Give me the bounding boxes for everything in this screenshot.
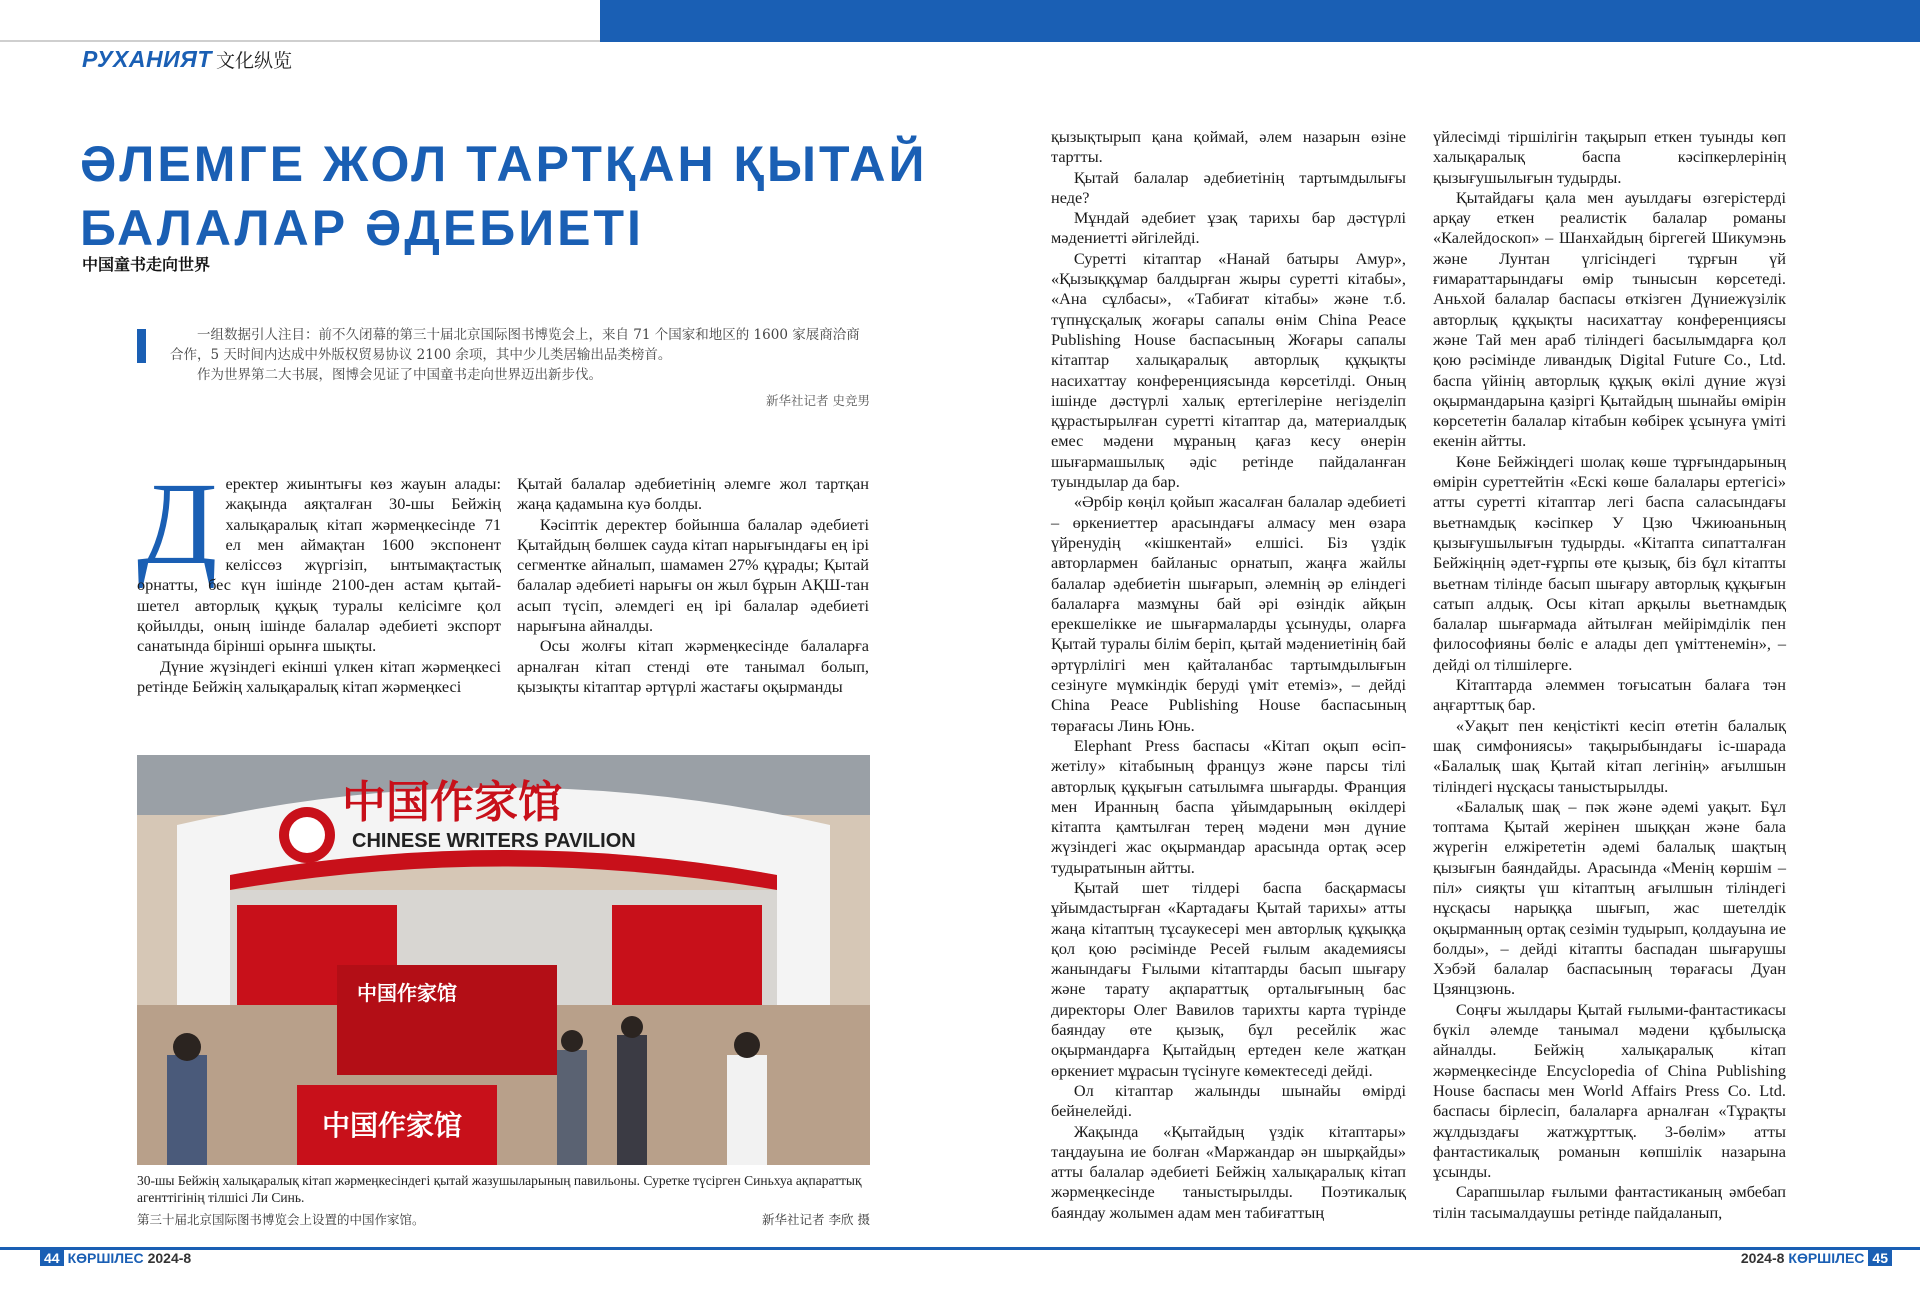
issue-number: 2024-8 bbox=[1740, 1250, 1785, 1266]
title-line-1: ӘЛЕМГЕ ЖОЛ ТАРТҚАН ҚЫТАЙ bbox=[80, 136, 928, 192]
lead-marker bbox=[137, 329, 146, 363]
body-column-3 bbox=[1051, 127, 1406, 1223]
pavilion-photo bbox=[137, 755, 870, 1165]
body-paragraph: үйлесімді тіршілігін тақырып еткен туынды көп халықаралық баспа кәсіпкерлерінің қызығушылығын тудырды. bbox=[1433, 127, 1786, 187]
body-paragraph: Қытай шет тілдері баспа басқармасы ұйымдастырған «Картадағы Қытай тарихы» атты жаңа кітаптың тұсаукесері мен авторлық құқыққа қол қою рәсімінде Ресей ғылым академиясы жанындағы Ғылыми кітаптарды басып шығару және тарату ақпараттық орталығының бас директоры Олег Вавилов тарихты карта түрінде баяндау өте қызық, бұл ресейлік жас оқырмандарға Қытайдың ертеден келе жатқан өркениет мұрасын түсінуге көмектеседі дейді. bbox=[1051, 877, 1406, 1080]
lead-text-1: 一组数据引人注目：前不久闭幕的第三十届北京国际图书博览会上，来自 71 个国家和地区的 1600 家展商洽商合作，5 天时间内达成中外版权贸易协议 2100 余项，其中少儿类居输出品类榜首。 bbox=[170, 327, 860, 363]
body-paragraph: қызықтырып қана қоймай, әлем назарын өзіне тартты. bbox=[1051, 127, 1406, 167]
article-title bbox=[80, 132, 928, 260]
title-line-2: БАЛАЛАР ӘДЕБИЕТІ bbox=[80, 200, 644, 256]
lead-credit: 新华社记者 史竞男 bbox=[766, 393, 870, 408]
lead-paragraph bbox=[170, 325, 870, 411]
footer-left bbox=[40, 1250, 191, 1266]
body-paragraph: Соңғы жылдары Қытай ғылыми-фантастикасы бүкіл әлемде танымал мәдени құбылысқа айналды. Бейжің халықаралық кітап жәрмеңкесінде Encyclopedia of China Publishing House баспасы мен World Affairs Press Co. Ltd. баспасы бірлесіп, балаларға арналған «Тұрақты жұлдыздағы жатжұрттық. 3-бөлім» атты фантастикалық романын көпшілік назарына ұсынды. bbox=[1433, 999, 1786, 1182]
photo-caption: 30-шы Бейжің халықаралық кітап жәрмеңкесіндегі қытай жазушыларының павильоны. Суретке түсірген Синьхуа ақпараттық агенттігінің тілшісі Ли Синь. bbox=[137, 1173, 862, 1205]
photo-caption-cn: 第三十届北京国际图书博览会上设置的中国作家馆。 新华社记者 李欣 摄 bbox=[137, 1212, 870, 1227]
body-paragraph: Мұндай әдебиет ұзақ тарихы бар дәстүрлі мәдениетті әйгілейді. bbox=[1051, 208, 1406, 248]
body-column-2 bbox=[517, 474, 869, 697]
body-paragraph: Деректер жиынтығы көз жауын алады: жақында аяқталған 30-шы Бейжің халықаралық кітап жәрмеңкесінде 71 ел мен аймақтан 1600 экспонент келіссөз жүргізіп, ынтымақтастық орнатты, бес күн ішінде 2100-ден астам қытай-шетел авторлық құқық туралы келісімге қол қойылды, оның ішінде балалар әдебиеті экспорт санатында бірінші орынға шықты. bbox=[137, 458, 501, 656]
body-paragraph: Elephant Press баспасы «Кітап оқып өсіп-жетілу» кітабының француз және парсы тілі авторлық құқығын сатылымға шығарды. Франция мен Иранның баспа ұйымдарының өкілдері кітапта қамтылған терең мәдени мән дүние жүзіндегі жас оқырмандар арасында ортақ әсер тудыратынын айтты. bbox=[1051, 735, 1406, 877]
section-name: РУХАНИЯТ bbox=[82, 46, 212, 72]
svg-text:中国作家馆: 中国作家馆 bbox=[322, 1109, 463, 1142]
magazine-name: КӨРШІЛЕС bbox=[67, 1250, 144, 1266]
issue-number: 2024-8 bbox=[147, 1250, 192, 1266]
footer-rule bbox=[0, 1247, 1920, 1250]
body-paragraph: «Балалық шақ – пәк және әдемі уақыт. Бұл топтама Қытай жерінен шыққан және бала жүрегін елжірететін әдемі балалық шақтың қызығын баяндайды. Арасында «Менің көршім – піл» сияқты үш кітаптың ағылшын тіліндегі нұсқасы нарыққа шығып, жас шетелдік оқырманның ортақ сезімін тудырып, қолдауына ие болды», – дейді кітапты баспадан шығарушы Хэбэй балалар баспасының төрағасы Дуан Цзянцзюнь. bbox=[1433, 796, 1786, 999]
body-column-4 bbox=[1433, 127, 1786, 1223]
body-paragraph: «Әрбір көңіл қойып жасалған балалар әдебиеті – өркениеттер арасындағы алмасу мен өзара үйренудің «кішкентай» елшісі. Біз үздік авторлармен байланыс орнатып, жаңға жайлы балалар әдебиетін шығарып, әлемнің әр еліндегі балаларға мазмұны бай әрі өзіндік айқын ерекшелікке ие шығармаларды ұсынуды, оларға Қытай туралы білім беріп, қытай мәдениетінің бай әртүрлілігі мен қайталанбас тартымдылығын сезінуге мүмкіндік беруді үміт етеміз», – дейді China Peace Publishing House баспасының төрағасы Линь Юнь. bbox=[1051, 492, 1406, 735]
body-paragraph: Ол кітаптар жалынды шынайы өмірді бейнелейді. bbox=[1051, 1080, 1406, 1121]
body-paragraph: Суретті кітаптар «Нанай батыры Амур», «Қызыққұмар балдырған жыры суретті кітабы», «Ана сұлбасы», «Табиғат кітабы» және т.б. түпнұсқалық жоғары сапалы өнім China Peace Publishing House баспасының Жоғары сапалы кітаптар халықаралық авторлық құқықты насихаттау конференциясында көрсетілді. Оның ішінде дәстүрлі халық ертегілеріне негізделіп құрастырылған суретті кітаптар да, материалдық емес мәдени мұраның қағаз кесу өнерін шығармашылық әдіс ретінде пайдаланған туындылар да бар. bbox=[1051, 248, 1406, 492]
section-name-cn: 文化纵览 bbox=[215, 50, 292, 72]
body-paragraph: Осы жолғы кітап жәрмеңкесінде балаларға арналған кітап стенді өте танымал болып, қызықты кітаптар әртүрлі жастағы оқырманды bbox=[517, 636, 869, 696]
body-paragraph: Қытайдағы қала мен ауылдағы өзгерістерді арқау еткен реалистік балалар романы «Калейдоскоп» – Шанхайдың біргегей Шикумэнь және Лунтан үлгісіндегі тұрғын үй ғимараттарындағы өмір тынысын көрсетеді. Аньхой балалар баспасы өткізген Дүниежүзілік авторлық құқықты насихаттау конференциясы және Тай мен араб тіліндегі басылымдарға қол қою рәсімінде ливандық Digital Future Co., Ltd. баспа үйінің авторлық құқық өкілі дүние жүзі оқырмандарына қазіргі Қытайдың шынайы өмірін көрсететін балалар кітабын көбірек ұсынуға үміті екенін айтты. bbox=[1433, 187, 1786, 451]
photo-credit: 新华社记者 李欣 摄 bbox=[762, 1212, 870, 1227]
lead-text-2: 作为世界第二大书展，图博会见证了中国童书走向世界迈出新步伐。 bbox=[197, 367, 602, 383]
body-paragraph: Сарапшылар ғылыми фантастиканың әмбебап тілін тасымалдаушы ретінде пайдаланып, bbox=[1433, 1182, 1786, 1222]
body-paragraph: Жақында «Қытайдың үздік кітаптары» таңдауына ие болған «Маржандар ән шырқайды» атты балалар әдебиеті Бейжің халықаралық кітап жәрмеңкесінде таныстырылды. Поэтикалық баяндау жолымен адам мен табиғаттың bbox=[1051, 1121, 1406, 1222]
body-paragraph: Қытай балалар әдебиетінің әлемге жол тартқан жаңа қадамына куә болды. bbox=[517, 474, 869, 514]
drop-cap: Д bbox=[137, 458, 218, 589]
article-subtitle: 中国童书走向世界 bbox=[82, 255, 211, 274]
svg-text:中国作家馆: 中国作家馆 bbox=[357, 981, 457, 1005]
magazine-name: КӨРШІЛЕС bbox=[1788, 1250, 1865, 1266]
body-column-1 bbox=[137, 458, 501, 697]
body-paragraph: Дүние жүзіндегі екінші үлкен кітап жәрмеңкесі ретінде Бейжің халықаралық кітап жәрмеңкесі bbox=[137, 656, 501, 696]
page-number-left: 44 bbox=[40, 1250, 64, 1266]
body-paragraph: Қытай балалар әдебиетінің тартымдылығы неде? bbox=[1051, 167, 1406, 207]
header-rule bbox=[0, 40, 600, 42]
body-paragraph: Кітаптарда әлеммен тоғысатын балаға тән аңғарттық бар. bbox=[1433, 675, 1786, 715]
header-band bbox=[600, 0, 1920, 42]
page-number-right: 45 bbox=[1868, 1250, 1892, 1266]
pavilion-sign-cn: 中国作家馆 bbox=[342, 777, 562, 828]
body-paragraph: «Уақыт пен кеңістікті кесіп өтетін балалық шақ симфониясы» тақырыбындағы іс-шарада «Балалық шақ Қытай кітап легінің» ағылшын тіліндегі нұсқасы таныстырылды. bbox=[1433, 715, 1786, 796]
pavilion-sign-en: CHINESE WRITERS PAVILION bbox=[352, 830, 636, 852]
footer-right bbox=[1741, 1250, 1892, 1266]
body-paragraph: Көне Бейжіңдегі шолақ көше тұрғындарының өмірін суреттейтін «Ескі көше балалары ертегісі» атты суретті кітаптар легі баспа саласындағы вьетнамдық кәсіпкер У Цзю Чжиюаньның қызығушылығын тудырды. «Кітапта сипатталған Бейжіңнің әдет-ғұрпы өте қызық, біз бұл кітапты вьетнам тілінде басып шығару авторлық құқығын сатып алдық. Осы кітап арқылы вьетнамдық балалар шығармада айтылған мейірімділік пен философияны бөліс е алады деп үміттенемін», – дейді ол тілшілерге. bbox=[1433, 451, 1786, 674]
section-header bbox=[82, 46, 292, 73]
body-paragraph: Кәсіптік деректер бойынша балалар әдебиеті Қытайдың бөлшек сауда кітап нарығындағы ең ірі сегментке айналып, шамамен 27% құрады; Қытай балалар әдебиеті нарығы он жыл бұрын АҚШ-тан асып түсіп, әлемдегі ең ірі балалар әдебиеті нарығына айналды. bbox=[517, 514, 869, 636]
